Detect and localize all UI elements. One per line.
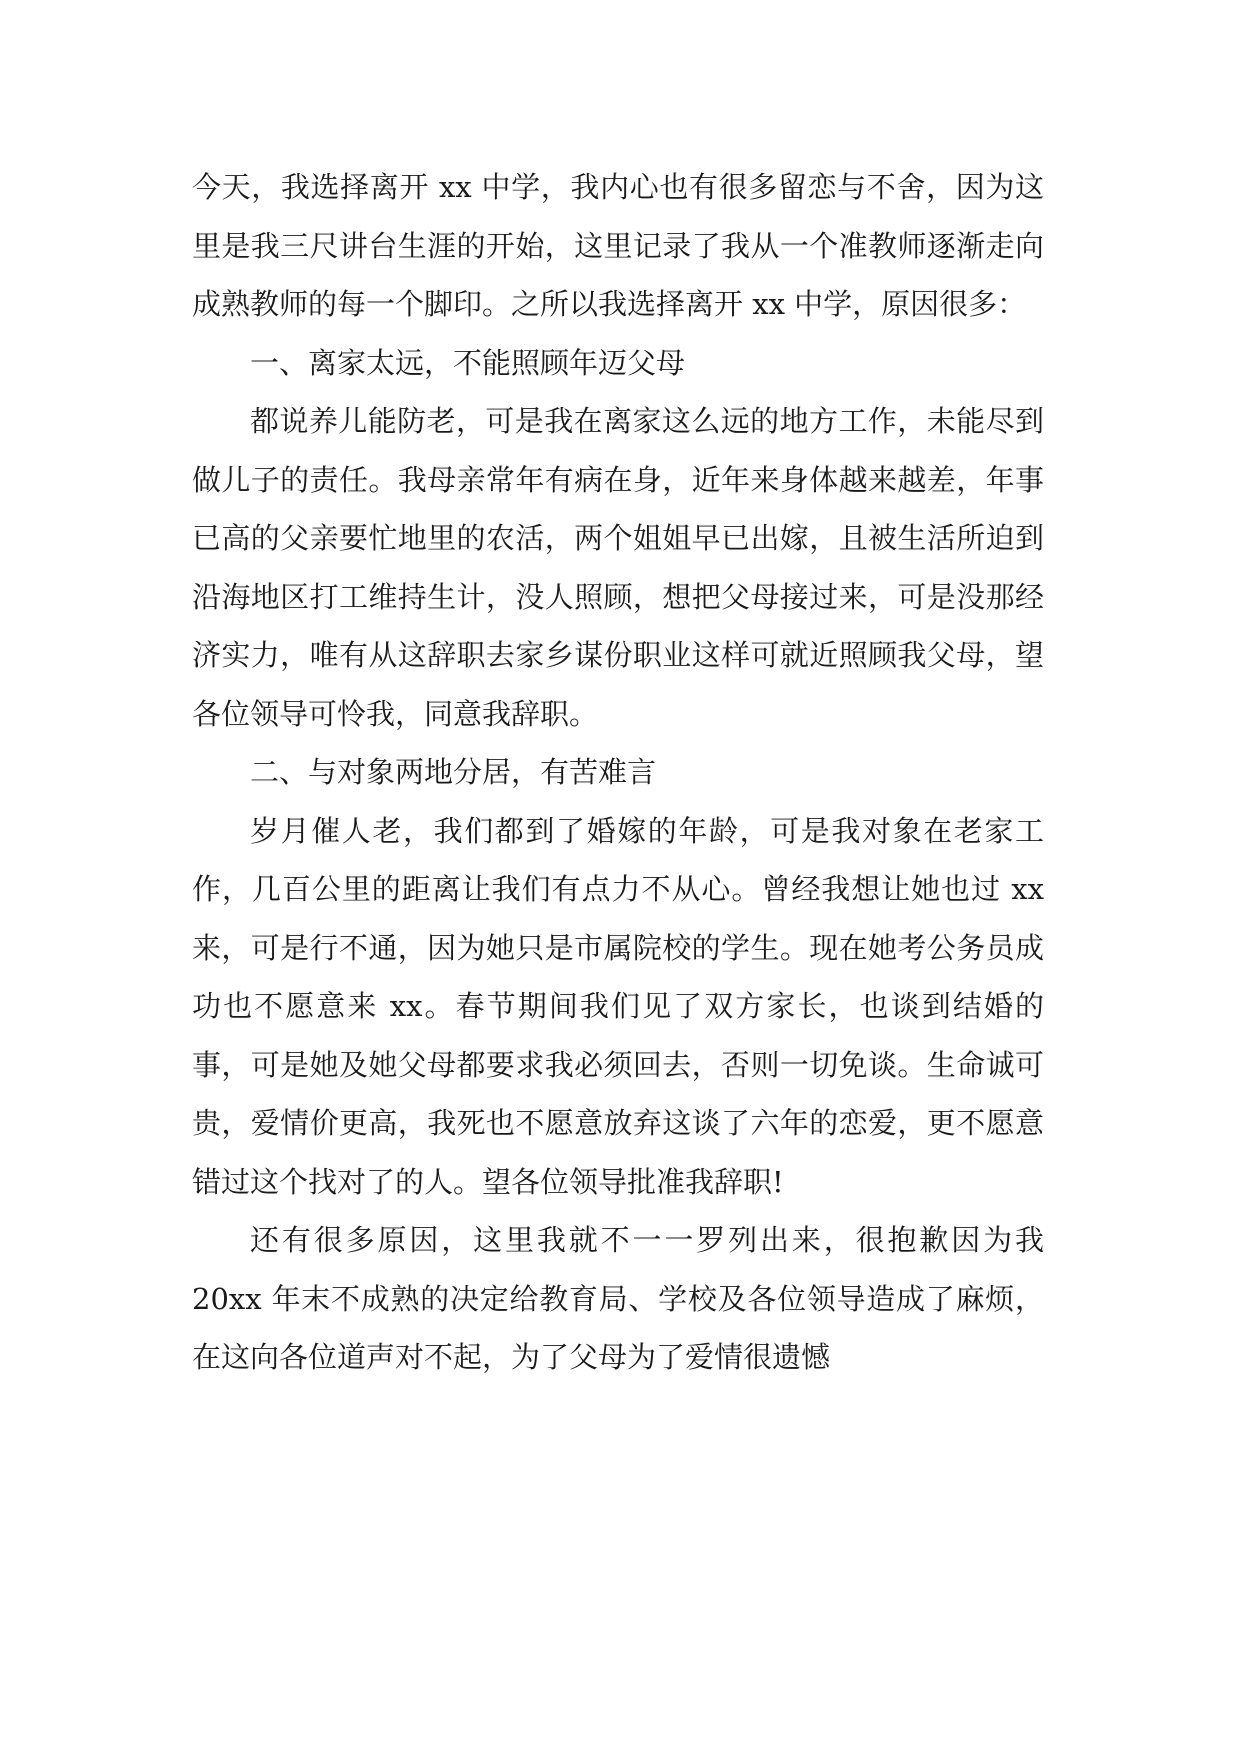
document-body xyxy=(192,158,1044,1387)
paragraph-reason-1: 都说养儿能防老，可是我在离家这么远的地方工作，未能尽到做儿子的责任。我母亲常年有病在身，近年来身体越来越差，年事已高的父亲要忙地里的农活，两个姐姐早已出嫁，且被生活所迫到沿海地区打工维持生计，没人照顾，想把父母接过来，可是没那经济实力，唯有从这辞职去家乡谋份职业这样可就近照顾我父母，望各位领导可怜我，同意我辞职。 xyxy=(192,404,1044,731)
paragraph-closing: 还有很多原因，这里我就不一一罗列出来，很抱歉因为我 20xx 年末不成熟的决定给教育局、学校及各位领导造成了麻烦，在这向各位道声对不起，为了父母为了爱情很遗憾 xyxy=(192,1223,1044,1374)
paragraph-reason-2: 岁月催人老，我们都到了婚嫁的年龄，可是我对象在老家工作，几百公里的距离让我们有点力不从心。曾经我想让她也过 xx 来，可是行不通，因为她只是市属院校的学生。现在她考公务员成功也不愿意来 xx。春节期间我们见了双方家长，也谈到结婚的事，可是她及她父母都要求我必须回去，否则一切免谈。生命诚可贵，爱情价更高，我死也不愿意放弃这谈了六年的恋爱，更不愿意错过这个找对了的人。望各位领导批准我辞职! xyxy=(192,813,1044,1199)
heading-reason-1: 一、离家太远，不能照顾年迈父母 xyxy=(250,345,686,380)
heading-reason-2: 二、与对象两地分居，有苦难言 xyxy=(250,755,657,789)
paragraph-intro: 今天，我选择离开 xx 中学，我内心也有很多留恋与不舍，因为这里是我三尺讲台生涯的开始，这里记录了我从一个准教师逐渐走向成熟教师的每一个脚印。之所以我选择离开 xx 中学，原因很多： xyxy=(192,170,1044,321)
